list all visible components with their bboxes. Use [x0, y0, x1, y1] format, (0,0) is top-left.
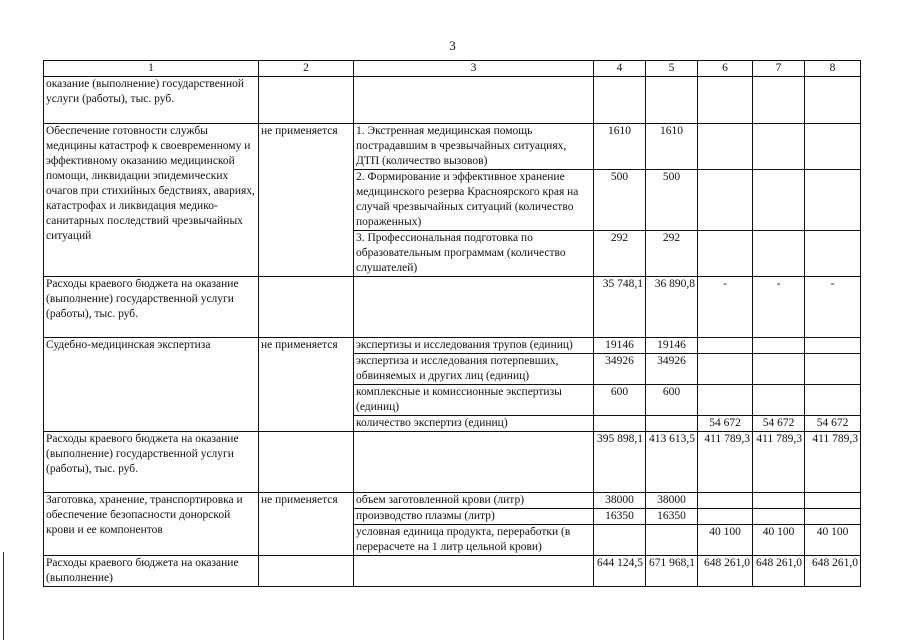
service-name: Обеспечение готовности службы медицины катастроф к своевременному и эффективному оказанию медицинской помощи, ликвидации эпидемических очагов при стихийных бедствиях, авариях, катастрофах и ликвидация медико-санитарных последствий чрезвычайных ситуаций [44, 124, 259, 277]
value-col6: 54 672 [698, 416, 753, 432]
value-col5: 1610 [646, 124, 698, 170]
table-row [44, 124, 861, 170]
table-row [44, 432, 861, 493]
table-row [44, 493, 861, 509]
value-col8: - [805, 277, 861, 338]
col-header-3: 3 [354, 61, 594, 77]
col-header-7: 7 [753, 61, 805, 77]
budget-table [43, 60, 861, 587]
value-col4: 395 898,1 [594, 432, 646, 493]
value-col4: 600 [594, 385, 646, 416]
indicator-name: условная единица продукта, переработки (в перерасчете на 1 литр цельной крови) [354, 525, 594, 556]
table-row [44, 77, 861, 124]
value-col7: 40 100 [753, 525, 805, 556]
service-name: Заготовка, хранение, транспортировка и обеспечение безопасности донорской крови и ее компонентов [44, 493, 259, 556]
value-col5: 413 613,5 [646, 432, 698, 493]
row-label: Расходы краевого бюджета на оказание (выполнение) государственной услуги (работы), тыс. руб. [44, 277, 259, 338]
indicator-name: 2. Формирование и эффективное хранение медицинского резерва Красноярского края на случай чрезвычайных ситуаций (количество пораженных) [354, 170, 594, 231]
value-col4: 38000 [594, 493, 646, 509]
value-col4: 19146 [594, 338, 646, 354]
indicator-name: 1. Экстренная медицинская помощь пострадавшим в чрезвычайных ситуациях, ДТП (количество вызовов) [354, 124, 594, 170]
value-col5: 292 [646, 231, 698, 277]
indicator-name: экспертиза и исследования потерпевших, обвиняемых и других лиц (единиц) [354, 354, 594, 385]
value-col6: 411 789,3 [698, 432, 753, 493]
not-applicable-text: не применяется [259, 338, 354, 432]
table-row [44, 556, 861, 587]
value-col4: 292 [594, 231, 646, 277]
col-header-2: 2 [259, 61, 354, 77]
table-row [44, 338, 861, 354]
indicator-name: комплексные и комиссионные экспертизы (единиц) [354, 385, 594, 416]
indicator-name: экспертизы и исследования трупов (единиц) [354, 338, 594, 354]
value-col6: - [698, 277, 753, 338]
value-col4: 644 124,5 [594, 556, 646, 587]
value-col7: - [753, 277, 805, 338]
value-col4: 1610 [594, 124, 646, 170]
indicator-name: количество экспертиз (единиц) [354, 416, 594, 432]
value-col5: 600 [646, 385, 698, 416]
col-header-5: 5 [646, 61, 698, 77]
value-col8: 40 100 [805, 525, 861, 556]
not-applicable-text: не применяется [259, 124, 354, 277]
row-label: Расходы краевого бюджета на оказание (выполнение) государственной услуги (работы), тыс. руб. [44, 432, 259, 493]
value-col4: 34926 [594, 354, 646, 385]
value-col8: 411 789,3 [805, 432, 861, 493]
row-label: оказание (выполнение) государственной услуги (работы), тыс. руб. [44, 77, 259, 124]
service-name: Судебно-медицинская экспертиза [44, 338, 259, 432]
value-col5: 19146 [646, 338, 698, 354]
value-col4: 500 [594, 170, 646, 231]
col-header-4: 4 [594, 61, 646, 77]
col-header-6: 6 [698, 61, 753, 77]
indicator-name: производство плазмы (литр) [354, 509, 594, 525]
value-col5: 500 [646, 170, 698, 231]
value-col6: 648 261,0 [698, 556, 753, 587]
value-col5: 36 890,8 [646, 277, 698, 338]
col-header-1: 1 [44, 61, 259, 77]
value-col5: 38000 [646, 493, 698, 509]
page-number: 3 [449, 38, 456, 53]
not-applicable-text: не применяется [259, 493, 354, 556]
value-col7: 411 789,3 [753, 432, 805, 493]
indicator-name: объем заготовленной крови (литр) [354, 493, 594, 509]
value-col8: 648 261,0 [805, 556, 861, 587]
col-header-8: 8 [805, 61, 861, 77]
table-row [44, 277, 861, 338]
value-col8: 54 672 [805, 416, 861, 432]
value-col6: 40 100 [698, 525, 753, 556]
row-label: Расходы краевого бюджета на оказание (выполнение) [44, 556, 259, 587]
value-col5: 16350 [646, 509, 698, 525]
value-col5: 671 968,1 [646, 556, 698, 587]
value-col7: 54 672 [753, 416, 805, 432]
value-col4: 35 748,1 [594, 277, 646, 338]
indicator-name: 3. Профессиональная подготовка по образовательным программам (количество слушателей) [354, 231, 594, 277]
header-row [44, 61, 861, 77]
value-col7: 648 261,0 [753, 556, 805, 587]
value-col4: 16350 [594, 509, 646, 525]
value-col5: 34926 [646, 354, 698, 385]
margin-line [3, 552, 4, 640]
